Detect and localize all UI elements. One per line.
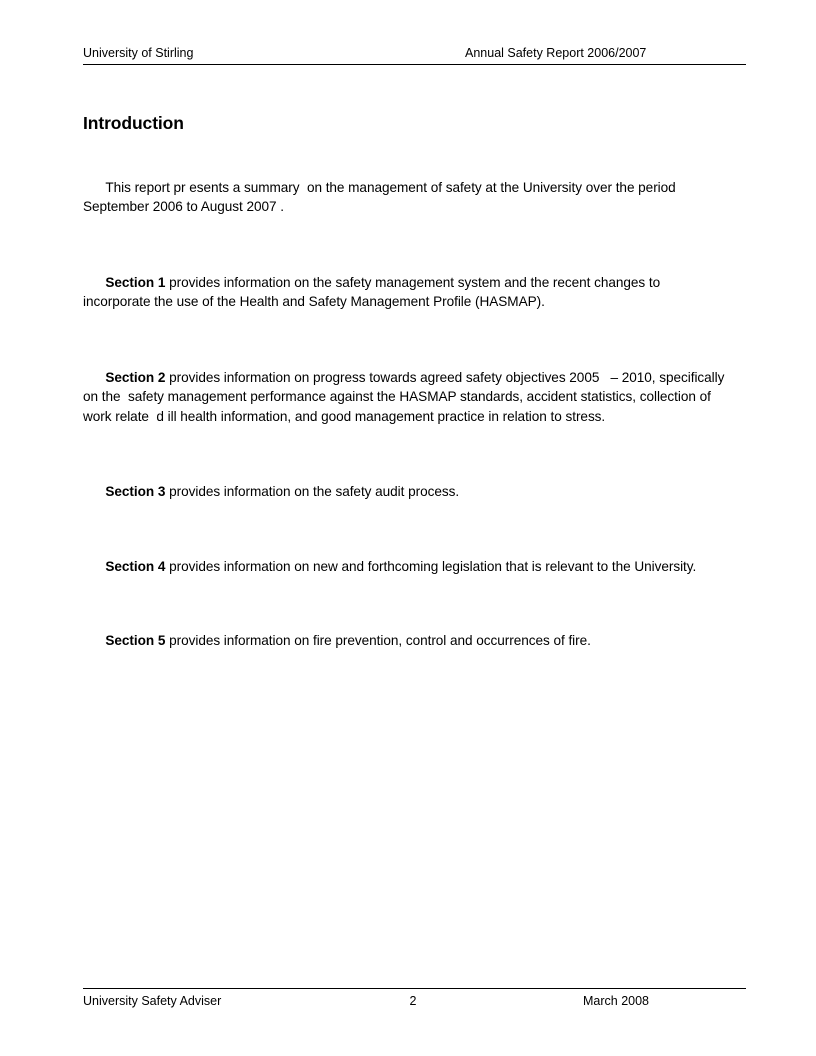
paragraph-section-1-lead: Section 1 <box>105 274 166 290</box>
paragraph-section-1 <box>83 253 731 331</box>
paragraph-section-2-lead: Section 2 <box>105 369 166 385</box>
page-header <box>83 45 746 65</box>
paragraph-section-3-lead: Section 3 <box>105 484 166 499</box>
paragraph-section-2 <box>83 348 731 446</box>
paragraph-section-5 <box>83 612 731 671</box>
paragraph-section-5-lead: Section 5 <box>105 633 166 648</box>
header-report-title: Annual Safety Report 2006/2007 <box>465 46 647 60</box>
document-body <box>83 112 731 686</box>
footer-author: University Safety Adviser <box>83 994 222 1008</box>
paragraph-section-3 <box>83 463 731 522</box>
footer-date: March 2008 <box>583 994 650 1008</box>
paragraph-section-5-text: provides information on fire prevention, control and occurrences of fire. <box>165 633 591 648</box>
paragraph-intro-text: This report pr esents a summary on the management of safety at the University over the period September 2006 to August 2007 . <box>83 179 680 214</box>
page-footer <box>83 988 746 1010</box>
page-footer-row <box>83 989 746 1010</box>
paragraph-section-4 <box>83 537 731 596</box>
page-title: Introduction <box>83 113 184 133</box>
paragraph-section-4-text: provides information on new and forthcoming legislation that is relevant to the University. <box>165 558 697 574</box>
footer-page-number: 2 <box>409 994 417 1008</box>
page-header-row <box>83 45 746 64</box>
paragraph-section-1-text: provides information on the safety management system and the recent changes to incorporate the use of the Health and Safety Management Profile (HASMAP). <box>83 274 664 309</box>
header-organization: University of Stirling <box>83 46 194 60</box>
paragraph-section-3-text: provides information on the safety audit process. <box>165 484 460 499</box>
paragraph-intro <box>83 158 731 236</box>
paragraph-section-2-text: provides information on progress towards agreed safety objectives 2005 – 2010, specifically on the safety management performance against the HASMAP standards, accident statistics, collection of work relate d ill health information, and good management practice in relation to stress. <box>83 369 729 424</box>
paragraph-section-4-lead: Section 4 <box>105 558 166 574</box>
